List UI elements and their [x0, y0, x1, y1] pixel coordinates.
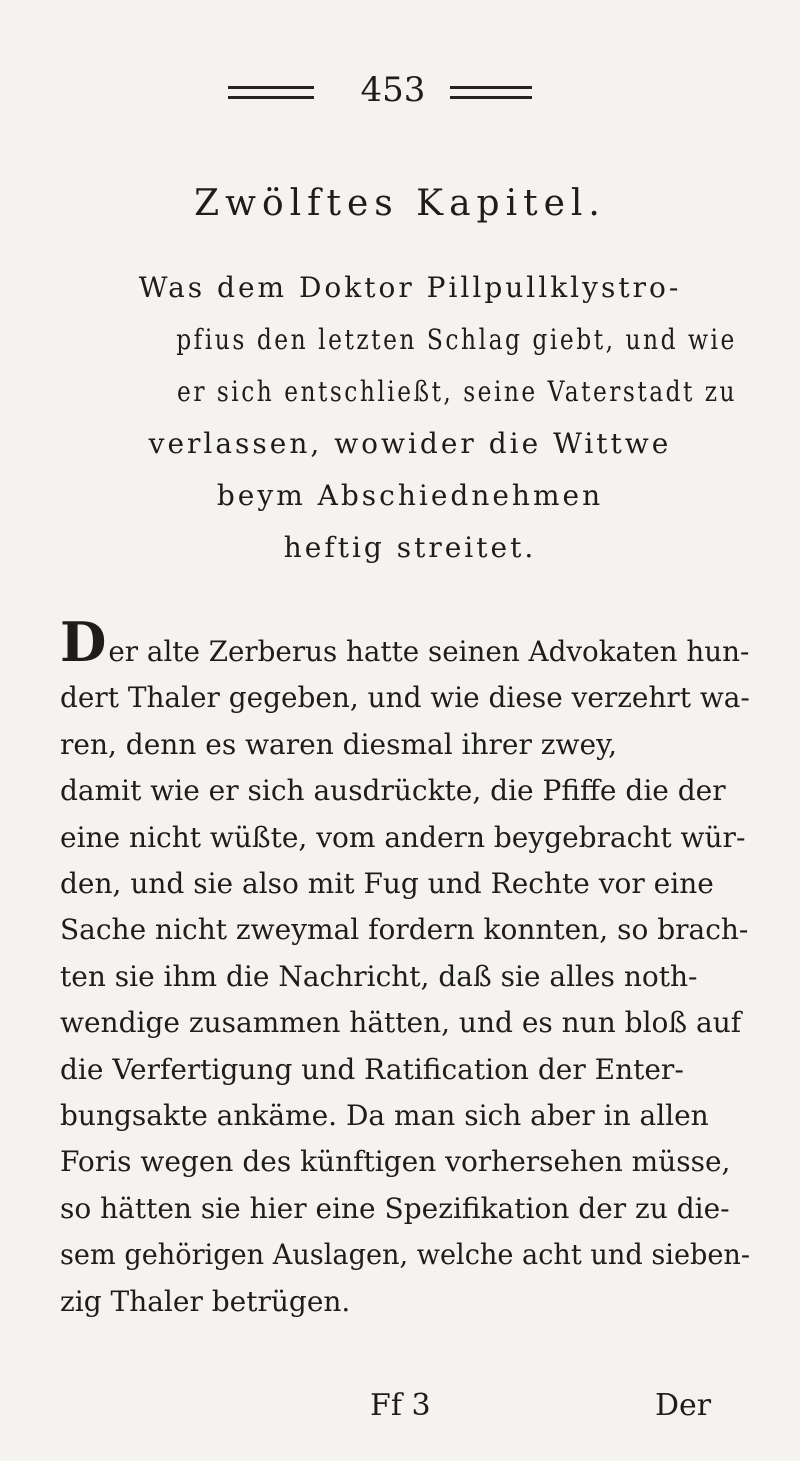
- summary-line: Was dem Doktor Pillpullklystro-: [138, 271, 682, 304]
- drop-cap: D: [60, 610, 107, 674]
- chapter-summary: [130, 262, 738, 574]
- summary-line: verlassen, wowider die Wittwe: [148, 427, 672, 460]
- header-rule-left-top: [228, 86, 314, 89]
- body-line-first: [60, 610, 750, 675]
- chapter-title: Zwölftes Kapitel.: [194, 183, 606, 224]
- page-header: [0, 70, 800, 118]
- body-line: sem gehörigen Auslagen, welche acht und sieben-: [60, 1238, 751, 1272]
- body-line: eine nicht wüßte, vom andern beygebracht wür-: [60, 820, 746, 854]
- catchword: Der: [655, 1388, 712, 1423]
- body-line: wendige zusammen hätten, und es nun bloß auf: [60, 1006, 742, 1040]
- header-rule-left-bottom: [228, 96, 314, 99]
- summary-line: beym Abschiednehmen: [216, 479, 604, 512]
- body-line: so hätten sie hier eine Spezifikation der zu die-: [60, 1191, 730, 1225]
- body-line: dert Thaler gegeben, und wie diese verzehrt wa-: [60, 681, 750, 715]
- body-line: ren, denn es waren diesmal ihrer zwey,: [60, 727, 618, 761]
- header-rule-right-bottom: [450, 96, 532, 99]
- body-line: Foris wegen des künftigen vorhersehen müsse,: [60, 1145, 731, 1179]
- body-line: damit wie er sich ausdrückte, die Pfiffe die der: [60, 774, 726, 808]
- body-line: Sache nicht zweymal fordern konnten, so brach-: [60, 913, 749, 947]
- summary-line: pfius den letzten Schlag giebt, und wie: [176, 323, 737, 356]
- body-line: zig Thaler betrügen.: [60, 1284, 351, 1318]
- page-footer: [0, 1386, 800, 1436]
- summary-line: heftig streitet.: [283, 531, 537, 564]
- page-number: 453: [360, 70, 426, 110]
- body-line: die Verfertigung und Ratification der Enter-: [60, 1052, 684, 1086]
- header-rule-right-top: [450, 86, 532, 89]
- body-line: den, und sie also mit Fug und Rechte vor eine: [60, 867, 714, 901]
- body-line: ten sie ihm die Nachricht, daß sie alles noth-: [60, 959, 698, 993]
- signature-mark: Ff 3: [370, 1388, 431, 1423]
- body-line-first-text: er alte Zerberus hatte seinen Advokaten hun-: [108, 635, 750, 668]
- body-line: bungsakte ankäme. Da man sich aber in allen: [60, 1099, 709, 1133]
- summary-line: er sich entschließt, seine Vaterstadt zu: [177, 375, 738, 408]
- body-text: [60, 610, 751, 1325]
